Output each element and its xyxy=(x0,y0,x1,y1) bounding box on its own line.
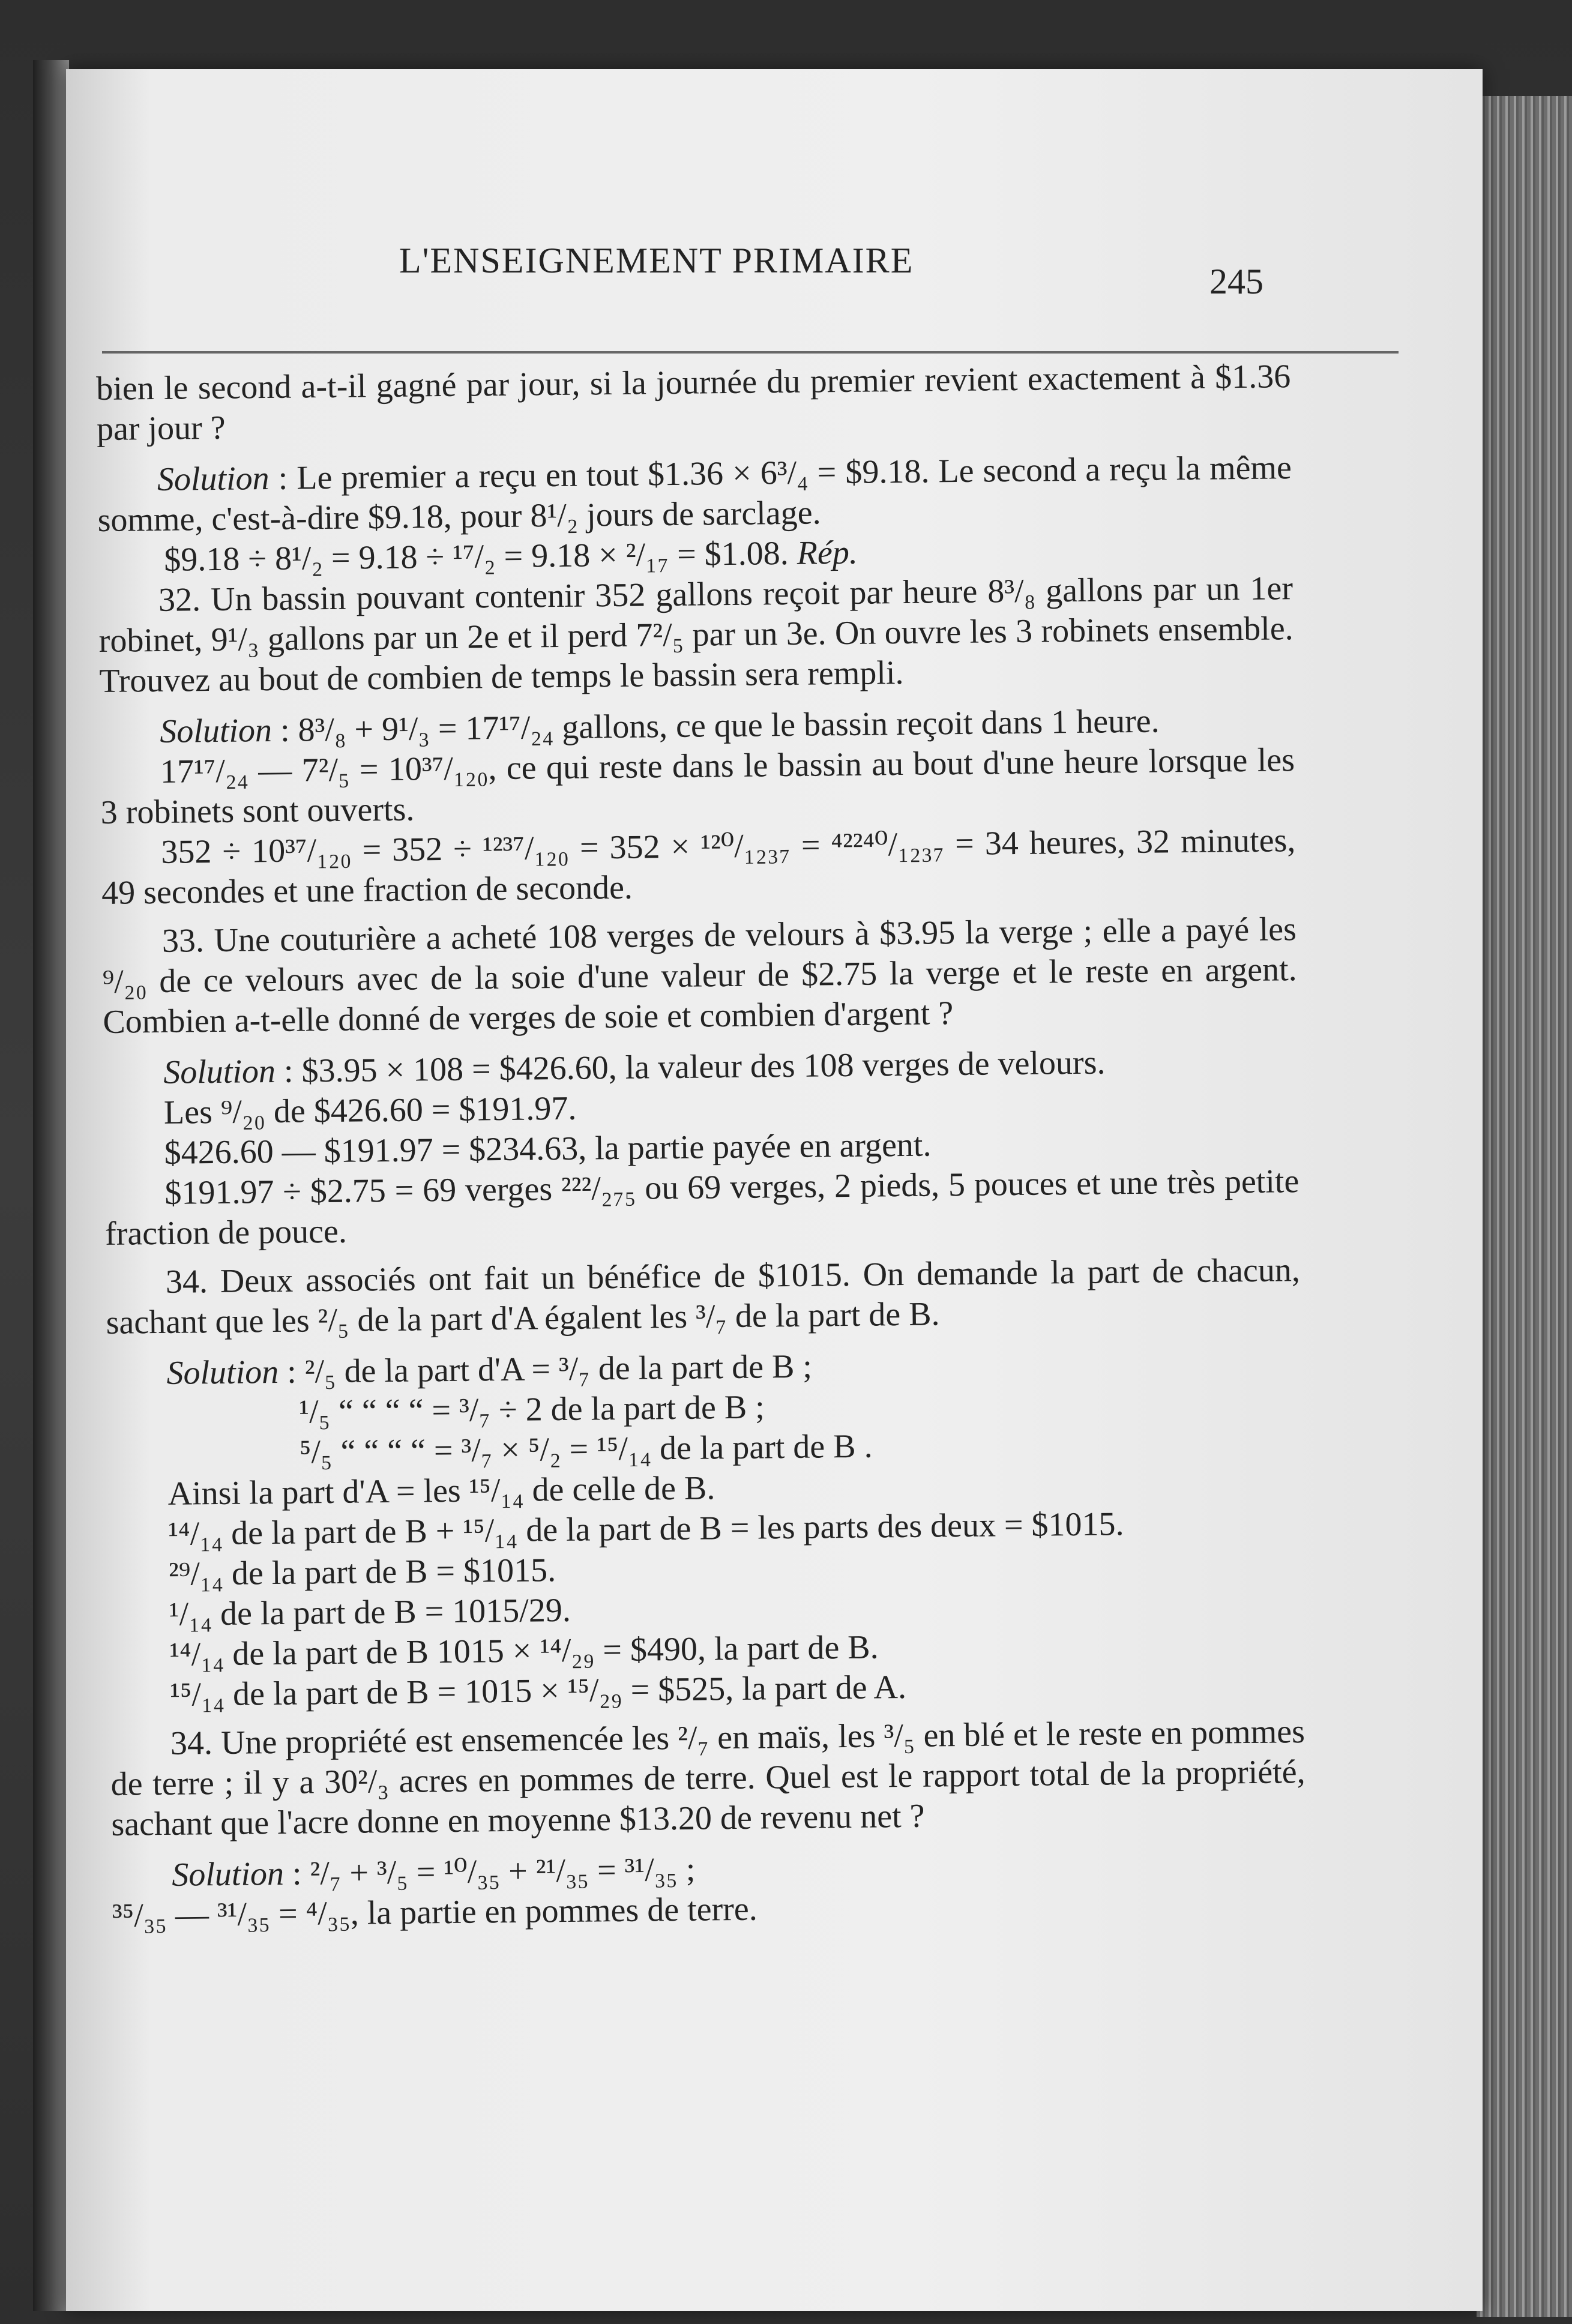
solution-33-line2: Les ⁹/₂₀ de $426.60 = $191.97. xyxy=(163,1089,577,1131)
solution-label: Solution xyxy=(166,1353,279,1392)
solution-33-line4: $191.97 ÷ $2.75 = 69 verges ²²²/₂₇₅ ou 69 verges, 2 pieds, 5 pouces et une très petite fraction de pouce. xyxy=(104,1163,1299,1253)
equation-line: $9.18 ÷ 8¹/₂ = 9.18 ÷ ¹⁷/₂ = 9.18 × ²/₁₇ = $1.08. xyxy=(164,534,789,579)
solution-34-line5: ¹⁴/₁₄ de la part de B + ¹⁵/₁₄ de la part de B = les parts des deux = $1015. xyxy=(168,1505,1124,1553)
solution-34-line6: ²⁹/₁₄ de la part de B = $1015. xyxy=(168,1552,556,1593)
page-edges xyxy=(1477,96,1572,2317)
solution-34-line9: ¹⁵/₁₄ de la part de B = 1015 × ¹⁵/₂₉ = $525, la part de A. xyxy=(169,1668,907,1714)
equation-line: ¹/₅ “ “ “ “ = ³/₇ ÷ 2 de la part de B ; xyxy=(298,1388,765,1431)
solution-33-line3: $426.60 — $191.97 = $234.63, la partie payée en argent. xyxy=(164,1126,932,1172)
page-number: 245 xyxy=(1209,262,1263,301)
solution-34-line8: ¹⁴/₁₄ de la part de B 1015 × ¹⁴/₂₉ = $490, la part de B. xyxy=(169,1628,879,1673)
solution-label: Solution xyxy=(160,711,273,750)
solution-text: : Le premier a reçu en tout $1.36 × 6³/₄ = $9.18. Le second a reçu la même somme, c'est-à-dire $9.18, pour 8¹/₂ jours de sarclage. xyxy=(97,449,1292,539)
solution-p1 xyxy=(97,448,1292,541)
solution-text: : $3.95 × 108 = $426.60, la valeur des 108 verges de velours. xyxy=(275,1044,1106,1090)
question-32: 32. Un bassin pouvant contenir 352 gallons reçoit par heure 8³/₈ gallons par un 1er robinet, 9¹/₃ gallons par un 2e et il perd 7²/₅ par un 3e. On ouvre les 3 robinets ensemble. Trouvez au bout de combien de temps le bassin sera rempli. xyxy=(98,570,1293,700)
solution-label: Solution xyxy=(171,1855,285,1894)
book-spine-shadow xyxy=(33,60,69,2311)
solution-34-line4: Ainsi la part d'A = les ¹⁵/₁₄ de celle de B. xyxy=(167,1469,715,1513)
page-body xyxy=(96,357,1307,1936)
solution-label: Solution xyxy=(157,459,270,498)
header-rule xyxy=(102,351,1399,354)
question-34b: 34. Une propriété est ensemencée les ²/₇ en maïs, les ³/₅ en blé et le reste en pommes de terre ; il y a 30²/₃ acres en pommes de terre. Quel est le rapport total de la propriété, sachant que l'acre donne en moyenne $13.20 de revenu net ? xyxy=(110,1713,1305,1843)
equation-line: ⁵/₅ “ “ “ “ = ³/₇ × ⁵/₂ = ¹⁵/₁₄ de la part de B . xyxy=(299,1427,873,1471)
question-34: 34. Deux associés ont fait un bénéfice de $1015. On demande la part de chacun, sachant que les ²/₅ de la part d'A égalent les ³/₇ de la part de B. xyxy=(106,1251,1301,1341)
solution-34b-line2: ³⁵/₃₅ — ³¹/₃₅ = ⁴/₃₅, la partie en pommes de terre. xyxy=(112,1890,758,1934)
solution-text: : ²/₇ + ³/₅ = ¹⁰/₃₅ + ²¹/₃₅ = ³¹/₃₅ ; xyxy=(283,1850,696,1892)
solution-32-line2: 17¹⁷/₂₄ — 7²/₅ = 10³⁷/₁₂₀, ce qui reste dans le bassin au bout d'une heure lorsque les 3 robinets sont ouverts. xyxy=(100,741,1295,831)
solution-text: : 8³/₈ + 9¹/₃ = 17¹⁷/₂₄ gallons, ce que le bassin reçoit dans 1 heure. xyxy=(271,702,1160,749)
question-33: 33. Une couturière a acheté 108 verges de velours à $3.95 la verge ; elle a payé les ⁹/₂₀ de ce velours avec de la soie d'une valeur de $2.75 la verge et le reste en argent. Combien a-t-elle donné de verges de soie et combien d'argent ? xyxy=(102,911,1297,1041)
solution-text: : ²/₅ de la part d'A = ³/₇ de la part de B ; xyxy=(278,1347,813,1391)
solution-label: Solution xyxy=(163,1052,276,1091)
answer-label: Rép. xyxy=(797,534,858,572)
solution-32-line3: 352 ÷ 10³⁷/₁₂₀ = 352 ÷ ¹²³⁷/₁₂₀ = 352 × ¹²⁰/₁₂₃₇ = ⁴²²⁴⁰/₁₂₃₇ = 34 heures, 32 minutes, 49 secondes et une fraction de seconde. xyxy=(101,822,1296,912)
book-page xyxy=(66,69,1483,2311)
running-header-title: L'ENSEIGNEMENT PRIMAIRE xyxy=(399,241,914,280)
solution-34-line7: ¹/₁₄ de la part de B = 1015/29. xyxy=(169,1591,571,1633)
paragraph-p1: bien le second a-t-il gagné par jour, si la journée du premier revient exactement à $1.36 par jour ? xyxy=(96,358,1291,448)
